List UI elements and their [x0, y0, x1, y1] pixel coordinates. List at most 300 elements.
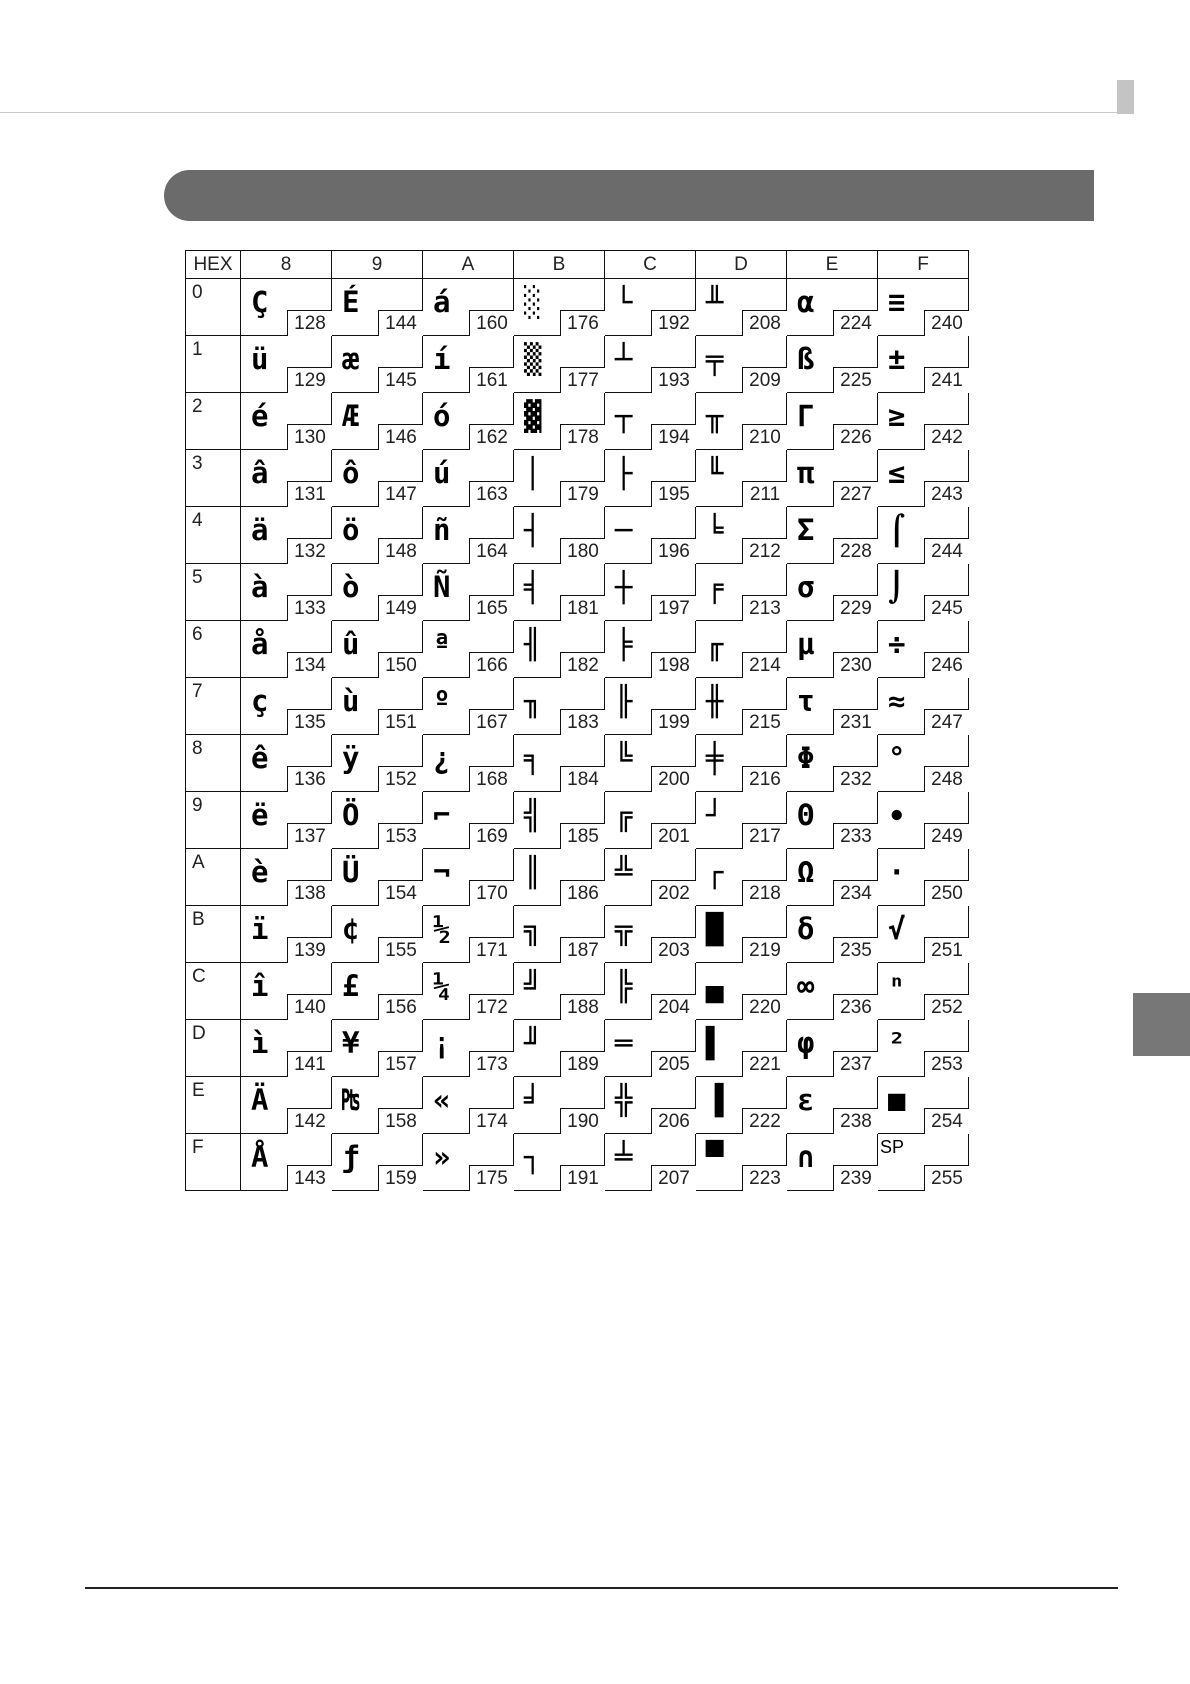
decimal-code: 173 — [469, 1051, 514, 1077]
character-cell — [787, 336, 878, 393]
character-cell — [514, 279, 605, 336]
character-glyph: Σ — [797, 513, 815, 547]
character-glyph: ⌠ — [888, 513, 906, 547]
decimal-code: 250 — [924, 880, 969, 906]
character-cell — [787, 792, 878, 849]
decimal-code: 147 — [378, 481, 423, 507]
table-row — [186, 1077, 969, 1134]
decimal-code: 228 — [833, 538, 878, 564]
table-row — [186, 849, 969, 906]
row-header-label: 5 — [192, 567, 203, 588]
character-glyph: ┬ — [615, 399, 633, 433]
character-cell — [605, 1020, 696, 1077]
character-glyph: τ — [797, 684, 815, 718]
decimal-code: 207 — [651, 1165, 696, 1191]
character-glyph: ■ — [888, 1083, 906, 1117]
character-cell — [514, 678, 605, 735]
character-cell — [787, 393, 878, 450]
character-glyph: å — [251, 627, 269, 661]
decimal-code: 246 — [924, 652, 969, 678]
decimal-code: 202 — [651, 880, 696, 906]
character-cell — [332, 393, 423, 450]
row-header-label: 1 — [192, 339, 203, 360]
decimal-code: 180 — [560, 538, 605, 564]
decimal-code: 159 — [378, 1165, 423, 1191]
decimal-code: 233 — [833, 823, 878, 849]
character-cell — [514, 1077, 605, 1134]
character-cell — [787, 906, 878, 963]
decimal-code: 133 — [287, 595, 332, 621]
decimal-code: 253 — [924, 1051, 969, 1077]
decimal-code: 162 — [469, 424, 514, 450]
character-glyph: ╗ — [524, 912, 542, 946]
section-title-bar — [164, 170, 1094, 221]
character-glyph: ê — [251, 741, 269, 775]
character-glyph: ▌ — [706, 1026, 724, 1060]
character-glyph: ⁿ — [888, 969, 906, 1003]
character-glyph: ┴ — [615, 342, 633, 376]
decimal-code: 136 — [287, 766, 332, 792]
character-glyph: à — [251, 570, 269, 604]
decimal-code: 240 — [924, 310, 969, 336]
decimal-code: 182 — [560, 652, 605, 678]
decimal-code: 254 — [924, 1108, 969, 1134]
character-cell — [514, 1020, 605, 1077]
row-header-cell — [186, 1134, 241, 1191]
character-cell — [605, 963, 696, 1020]
character-cell — [423, 849, 514, 906]
character-cell — [696, 906, 787, 963]
character-cell — [241, 507, 332, 564]
character-cell — [423, 564, 514, 621]
character-cell — [878, 792, 969, 849]
character-cell — [605, 393, 696, 450]
character-cell — [514, 849, 605, 906]
character-cell — [787, 507, 878, 564]
character-glyph: σ — [797, 570, 815, 604]
decimal-code: 225 — [833, 367, 878, 393]
table-row — [186, 507, 969, 564]
decimal-code: 158 — [378, 1108, 423, 1134]
decimal-code: 166 — [469, 652, 514, 678]
character-cell — [332, 336, 423, 393]
character-glyph: É — [342, 285, 360, 319]
character-glyph: ∩ — [797, 1140, 815, 1174]
table-header — [186, 251, 969, 279]
character-cell — [787, 678, 878, 735]
character-glyph: ì — [251, 1026, 269, 1060]
character-glyph: ú — [433, 456, 451, 490]
decimal-code: 181 — [560, 595, 605, 621]
decimal-code: 170 — [469, 880, 514, 906]
header-tab-marker — [1117, 80, 1134, 114]
character-glyph: ╖ — [524, 684, 542, 718]
footer-rule — [85, 1587, 1118, 1589]
decimal-code: 205 — [651, 1051, 696, 1077]
decimal-code: 165 — [469, 595, 514, 621]
character-cell — [332, 1020, 423, 1077]
decimal-code: 236 — [833, 994, 878, 1020]
character-cell — [423, 735, 514, 792]
decimal-code: 244 — [924, 538, 969, 564]
character-glyph: ç — [251, 684, 269, 718]
decimal-code: 201 — [651, 823, 696, 849]
decimal-code: 150 — [378, 652, 423, 678]
character-glyph: ╣ — [524, 798, 542, 832]
character-glyph: ° — [888, 741, 906, 775]
character-cell — [241, 450, 332, 507]
character-cell — [332, 1134, 423, 1191]
character-glyph: ½ — [433, 912, 451, 946]
table-row — [186, 792, 969, 849]
decimal-code: 215 — [742, 709, 787, 735]
character-cell — [787, 849, 878, 906]
character-cell — [423, 963, 514, 1020]
character-glyph: ñ — [433, 513, 451, 547]
character-cell — [787, 1077, 878, 1134]
row-header-label: E — [192, 1080, 205, 1101]
decimal-code: 238 — [833, 1108, 878, 1134]
character-glyph: ⌡ — [888, 570, 906, 604]
character-cell — [605, 507, 696, 564]
decimal-code: 214 — [742, 652, 787, 678]
character-cell — [878, 507, 969, 564]
character-cell — [878, 906, 969, 963]
character-cell — [605, 621, 696, 678]
decimal-code: 169 — [469, 823, 514, 849]
character-glyph: ╙ — [706, 456, 724, 490]
decimal-code: 188 — [560, 994, 605, 1020]
character-glyph: é — [251, 399, 269, 433]
character-glyph: ╘ — [706, 513, 724, 547]
character-glyph: ü — [251, 342, 269, 376]
decimal-code: 192 — [651, 310, 696, 336]
decimal-code: 200 — [651, 766, 696, 792]
character-glyph: ¡ — [433, 1026, 451, 1060]
character-glyph: » — [433, 1140, 451, 1174]
character-glyph: Ç — [251, 285, 269, 319]
hex-corner-label: HEX — [186, 251, 241, 279]
character-glyph: Ω — [797, 855, 815, 889]
decimal-code: 218 — [742, 880, 787, 906]
character-glyph: ≤ — [888, 456, 906, 490]
decimal-code: 191 — [560, 1165, 605, 1191]
character-cell — [878, 963, 969, 1020]
character-glyph: ÿ — [342, 741, 360, 775]
character-glyph: ╫ — [706, 684, 724, 718]
decimal-code: 221 — [742, 1051, 787, 1077]
character-glyph: í — [433, 342, 451, 376]
table-row — [186, 336, 969, 393]
character-cell — [696, 564, 787, 621]
character-glyph: ╥ — [706, 399, 724, 433]
character-glyph: ± — [888, 342, 906, 376]
character-glyph: ╪ — [706, 741, 724, 775]
character-glyph: ╩ — [615, 855, 633, 889]
character-cell — [423, 336, 514, 393]
character-glyph: £ — [342, 969, 360, 1003]
character-cell — [241, 279, 332, 336]
character-glyph: ╠ — [615, 969, 633, 1003]
character-cell — [605, 336, 696, 393]
character-glyph: ≥ — [888, 399, 906, 433]
decimal-code: 227 — [833, 481, 878, 507]
row-header-cell — [186, 849, 241, 906]
character-glyph: ╨ — [706, 285, 724, 319]
row-header-cell — [186, 792, 241, 849]
decimal-code: 186 — [560, 880, 605, 906]
character-glyph: ß — [797, 342, 815, 376]
decimal-code: 245 — [924, 595, 969, 621]
character-cell — [241, 735, 332, 792]
character-cell — [696, 450, 787, 507]
character-cell — [332, 735, 423, 792]
decimal-code: 235 — [833, 937, 878, 963]
decimal-code: 230 — [833, 652, 878, 678]
character-cell — [696, 1020, 787, 1077]
character-glyph: π — [797, 456, 815, 490]
character-glyph: α — [797, 285, 815, 319]
column-header: A — [423, 251, 514, 279]
character-cell — [514, 507, 605, 564]
character-glyph: ╔ — [615, 798, 633, 832]
character-glyph: ╟ — [615, 684, 633, 718]
character-glyph: ô — [342, 456, 360, 490]
decimal-code: 199 — [651, 709, 696, 735]
decimal-code: 132 — [287, 538, 332, 564]
row-header-label: B — [192, 909, 205, 930]
character-cell — [514, 621, 605, 678]
character-glyph: SP — [880, 1137, 905, 1157]
character-cell — [332, 792, 423, 849]
decimal-code: 252 — [924, 994, 969, 1020]
character-glyph: ù — [342, 684, 360, 718]
row-header-cell — [186, 393, 241, 450]
decimal-code: 249 — [924, 823, 969, 849]
character-glyph: ╡ — [524, 570, 542, 604]
decimal-code: 152 — [378, 766, 423, 792]
character-glyph: √ — [888, 912, 906, 946]
character-cell — [878, 336, 969, 393]
character-glyph: ╬ — [615, 1083, 633, 1117]
row-header-cell — [186, 336, 241, 393]
decimal-code: 248 — [924, 766, 969, 792]
character-cell — [514, 1134, 605, 1191]
character-cell — [332, 906, 423, 963]
decimal-code: 194 — [651, 424, 696, 450]
row-header-cell — [186, 963, 241, 1020]
table-row — [186, 279, 969, 336]
character-glyph: ó — [433, 399, 451, 433]
character-cell — [423, 279, 514, 336]
character-glyph: ╒ — [706, 570, 724, 604]
decimal-code: 212 — [742, 538, 787, 564]
character-glyph: ò — [342, 570, 360, 604]
character-cell — [878, 1020, 969, 1077]
character-glyph: █ — [706, 912, 724, 946]
decimal-code: 131 — [287, 481, 332, 507]
character-glyph: ╧ — [615, 1140, 633, 1174]
row-header-label: 7 — [192, 681, 203, 702]
character-glyph: ═ — [615, 1026, 633, 1060]
character-cell — [514, 792, 605, 849]
character-cell — [696, 963, 787, 1020]
character-cell — [332, 963, 423, 1020]
character-cell — [241, 1020, 332, 1077]
row-header-cell — [186, 279, 241, 336]
decimal-code: 237 — [833, 1051, 878, 1077]
character-cell — [241, 1077, 332, 1134]
character-glyph: ² — [888, 1026, 906, 1060]
decimal-code: 210 — [742, 424, 787, 450]
character-glyph: µ — [797, 627, 815, 661]
character-cell — [787, 1134, 878, 1191]
decimal-code: 156 — [378, 994, 423, 1020]
decimal-code: 229 — [833, 595, 878, 621]
decimal-code: 241 — [924, 367, 969, 393]
character-cell — [423, 621, 514, 678]
decimal-code: 129 — [287, 367, 332, 393]
decimal-code: 153 — [378, 823, 423, 849]
character-glyph: î — [251, 969, 269, 1003]
decimal-code: 167 — [469, 709, 514, 735]
decimal-code: 196 — [651, 538, 696, 564]
decimal-code: 151 — [378, 709, 423, 735]
character-cell — [787, 450, 878, 507]
character-glyph: ┘ — [706, 798, 724, 832]
character-glyph: ╤ — [706, 342, 724, 376]
row-header-cell — [186, 564, 241, 621]
character-cell — [241, 621, 332, 678]
character-glyph: æ — [342, 342, 360, 376]
character-cell — [878, 450, 969, 507]
decimal-code: 255 — [924, 1165, 969, 1191]
decimal-code: 204 — [651, 994, 696, 1020]
character-glyph: ╕ — [524, 741, 542, 775]
decimal-code: 220 — [742, 994, 787, 1020]
decimal-code: 146 — [378, 424, 423, 450]
character-cell — [241, 792, 332, 849]
character-cell — [514, 564, 605, 621]
character-cell — [332, 849, 423, 906]
character-cell — [878, 1134, 969, 1191]
row-header-cell — [186, 621, 241, 678]
table-row — [186, 1134, 969, 1191]
character-cell — [423, 1020, 514, 1077]
decimal-code: 187 — [560, 937, 605, 963]
character-cell — [241, 849, 332, 906]
character-cell — [423, 507, 514, 564]
character-cell — [878, 621, 969, 678]
character-glyph: ⌐ — [433, 798, 451, 832]
decimal-code: 145 — [378, 367, 423, 393]
decimal-code: 226 — [833, 424, 878, 450]
character-cell — [605, 906, 696, 963]
character-glyph: Ü — [342, 855, 360, 889]
character-cell — [241, 906, 332, 963]
decimal-code: 219 — [742, 937, 787, 963]
character-cell — [514, 963, 605, 1020]
character-glyph: ╛ — [524, 1083, 542, 1117]
character-glyph: ╓ — [706, 627, 724, 661]
column-header: 9 — [332, 251, 423, 279]
character-cell — [787, 1020, 878, 1077]
decimal-code: 198 — [651, 652, 696, 678]
character-cell — [423, 678, 514, 735]
decimal-code: 217 — [742, 823, 787, 849]
character-cell — [241, 678, 332, 735]
character-cell — [423, 393, 514, 450]
character-cell — [878, 849, 969, 906]
row-header-label: D — [192, 1023, 206, 1044]
character-glyph: ╢ — [524, 627, 542, 661]
character-cell — [605, 735, 696, 792]
character-cell — [878, 393, 969, 450]
decimal-code: 184 — [560, 766, 605, 792]
decimal-code: 222 — [742, 1108, 787, 1134]
character-cell — [423, 792, 514, 849]
table-row — [186, 1020, 969, 1077]
character-cell — [605, 450, 696, 507]
decimal-code: 216 — [742, 766, 787, 792]
character-cell — [696, 507, 787, 564]
character-cell — [787, 735, 878, 792]
decimal-code: 247 — [924, 709, 969, 735]
decimal-code: 161 — [469, 367, 514, 393]
row-header-label: 2 — [192, 396, 203, 417]
character-glyph: ƒ — [342, 1140, 360, 1174]
character-cell — [605, 678, 696, 735]
decimal-code: 174 — [469, 1108, 514, 1134]
decimal-code: 234 — [833, 880, 878, 906]
character-glyph: δ — [797, 912, 815, 946]
character-cell — [605, 849, 696, 906]
row-header-cell — [186, 507, 241, 564]
character-cell — [696, 792, 787, 849]
character-cell — [787, 963, 878, 1020]
character-cell — [241, 963, 332, 1020]
row-header-cell — [186, 906, 241, 963]
decimal-code: 232 — [833, 766, 878, 792]
character-glyph: ├ — [615, 456, 633, 490]
column-header: B — [514, 251, 605, 279]
character-glyph: ä — [251, 513, 269, 547]
character-cell — [514, 906, 605, 963]
character-cell — [878, 678, 969, 735]
character-glyph: ╚ — [615, 741, 633, 775]
character-glyph: ¿ — [433, 741, 451, 775]
decimal-code: 176 — [560, 310, 605, 336]
decimal-code: 168 — [469, 766, 514, 792]
decimal-code: 139 — [287, 937, 332, 963]
character-glyph: â — [251, 456, 269, 490]
character-glyph: è — [251, 855, 269, 889]
character-cell — [696, 621, 787, 678]
character-cell — [696, 735, 787, 792]
decimal-code: 128 — [287, 310, 332, 336]
decimal-code: 142 — [287, 1108, 332, 1134]
decimal-code: 189 — [560, 1051, 605, 1077]
decimal-code: 206 — [651, 1108, 696, 1134]
decimal-code: 243 — [924, 481, 969, 507]
decimal-code: 144 — [378, 310, 423, 336]
decimal-code: 195 — [651, 481, 696, 507]
decimal-code: 148 — [378, 538, 423, 564]
table-body — [186, 279, 969, 1191]
decimal-code: 190 — [560, 1108, 605, 1134]
character-cell — [787, 279, 878, 336]
character-cell — [605, 279, 696, 336]
